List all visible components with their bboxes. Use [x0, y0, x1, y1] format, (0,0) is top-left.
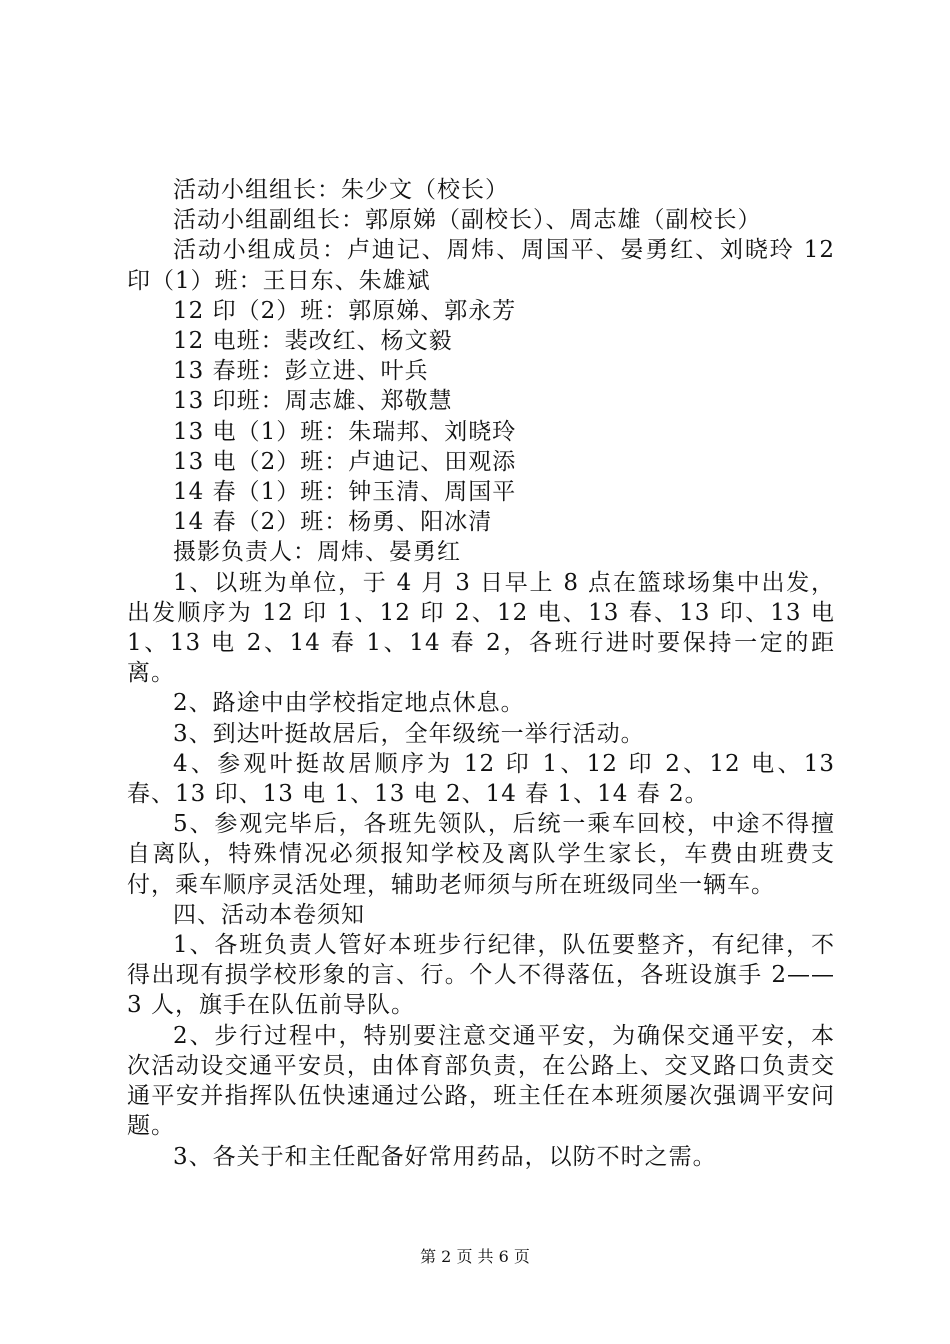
paragraph-class-13-yin: 13 印班：周志雄、郑敬慧 — [173, 388, 453, 415]
paragraph-step-5: 5、参观完毕后，各班先领队，后统一乘车回校，中途不得擅自离队，特殊情况必须报知学校及离队学生家长，车费由班费支付，乘车顺序灵活处理，辅助老师须与所在班级同坐一辆车。 — [127, 811, 835, 898]
paragraph-notice-3: 3、各关于和主任配备好常用药品，以防不时之需。 — [173, 1143, 717, 1170]
paragraph-class-14-chun-2: 14 春（2）班：杨勇、阳冰清 — [173, 509, 493, 536]
paragraph-class-14-chun-1: 14 春（1）班：钟玉清、周国平 — [173, 479, 517, 506]
paragraph-class-13-dian-1: 13 电（1）班：朱瑞邦、刘晓玲 — [173, 418, 517, 445]
paragraph-step-4: 4、参观叶挺故居顺序为 12 印 1、12 印 2、12 电、13 春、13 印、13 电 1、13 电 2、14 春 1、14 春 2。 — [127, 750, 835, 808]
paragraph-group-leader: 活动小组组长：朱少文（校长） — [173, 177, 509, 203]
paragraph-step-2: 2、路途中由学校指定地点休息。 — [173, 690, 525, 717]
paragraph-class-12-dian: 12 电班：裴改红、杨文毅 — [173, 328, 453, 355]
paragraph-step-3: 3、到达叶挺故居后，全年级统一举行活动。 — [173, 720, 645, 747]
paragraph-deputy-leader: 活动小组副组长：郭原娣（副校长）、周志雄（副校长） — [173, 207, 762, 234]
paragraph-class-12-yin-2: 12 印（2）班：郭原娣、郭永芳 — [173, 297, 517, 324]
paragraph-photography: 摄影负责人：周炜、晏勇红 — [173, 539, 461, 566]
section-heading-notice: 四、活动本卷须知 — [173, 901, 365, 928]
paragraph-notice-2: 2、步行过程中，特别要注意交通平安，为确保交通平安，本次活动设交通平安员，由体育部负责，在公路上、交叉路口负责交通平安并指挥队伍快速通过公路，班主任在本班须屡次强调平安问题。 — [127, 1022, 835, 1140]
document-body — [127, 175, 835, 1172]
paragraph-members: 活动小组成员：卢迪记、周炜、周国平、晏勇红、刘晓玲 12 印（1）班：王日东、朱雄斌 — [127, 237, 835, 294]
paragraph-class-13-dian-2: 13 电（2）班：卢迪记、田观添 — [173, 448, 517, 475]
paragraph-class-13-chun: 13 春班：彭立进、叶兵 — [173, 358, 429, 385]
paragraph-notice-1: 1、各班负责人管好本班步行纪律，队伍要整齐，有纪律，不得出现有损学校形象的言、行。个人不得落伍，各班设旗手 2——3 人，旗手在队伍前导队。 — [127, 932, 835, 1019]
paragraph-step-1: 1、以班为单位，于 4 月 3 日早上 8 点在篮球场集中出发，出发顺序为 12 印 1、12 印 2、12 电、13 春、13 印、13 电 1、13 电 2、14 春 1、14 春 2，各班行进时要保持一定的距离。 — [127, 569, 835, 687]
page-footer: 第 2 页 共 6 页 — [420, 1247, 530, 1266]
